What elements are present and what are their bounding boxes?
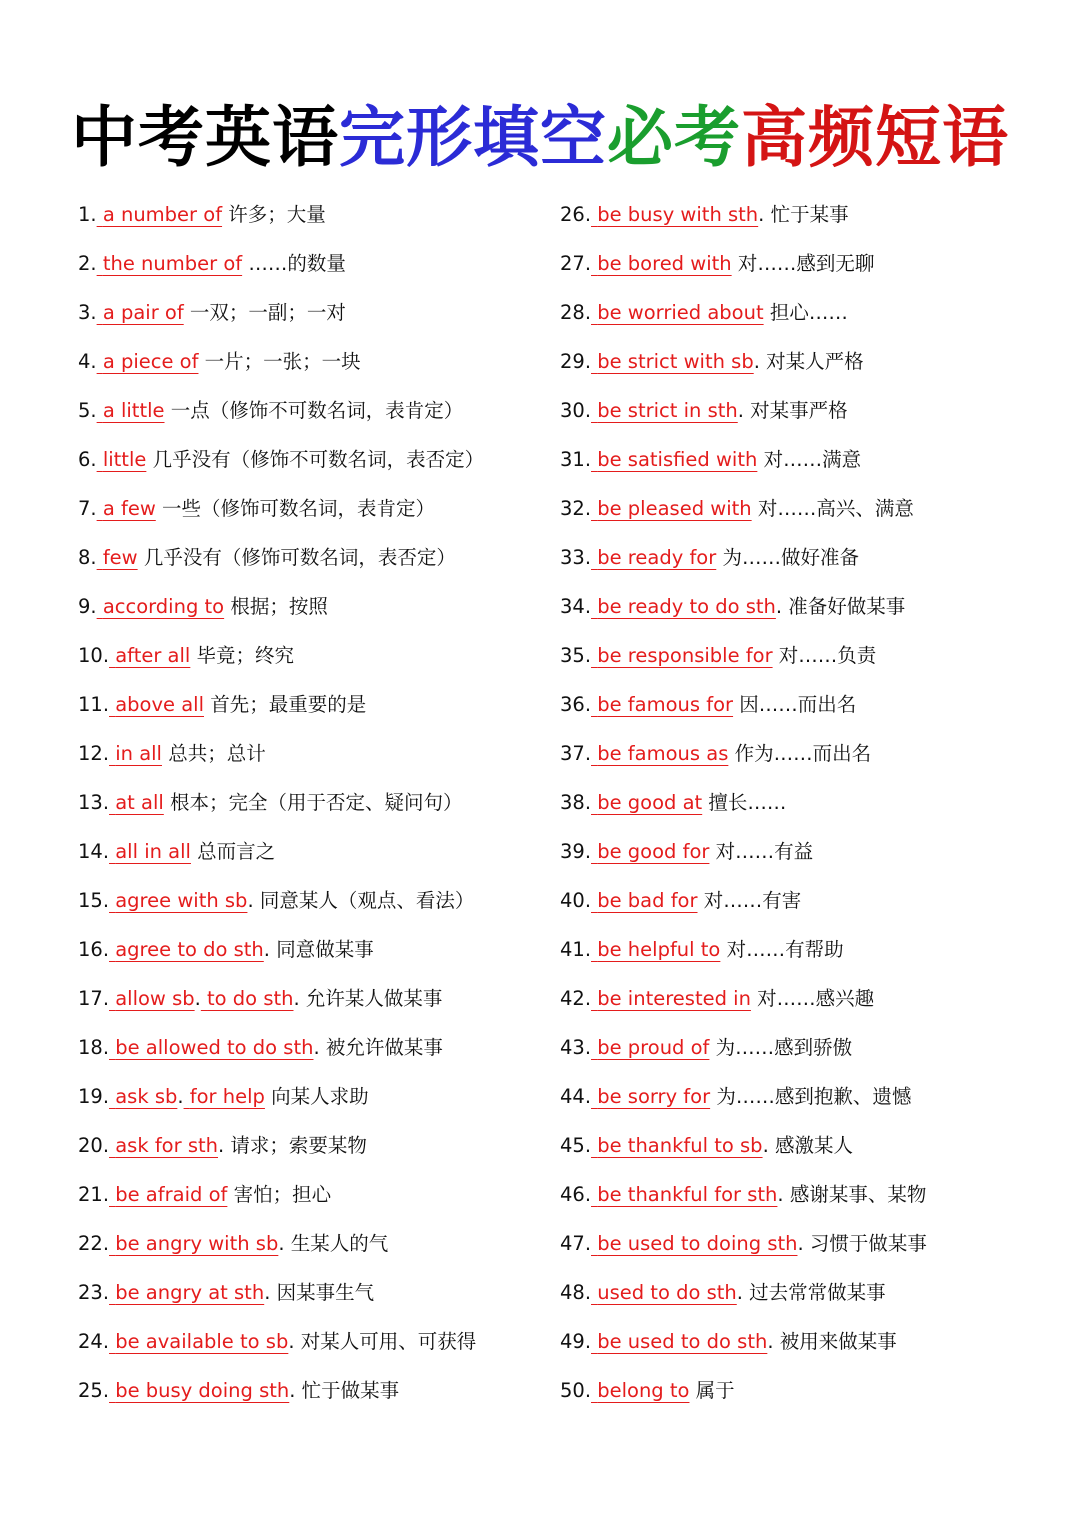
english-phrase: be bored with — [597, 252, 732, 275]
phrase-entry — [78, 533, 548, 582]
phrase-entry — [78, 876, 548, 925]
english-phrase: be sorry for — [597, 1085, 711, 1108]
phrase-punctuation: . — [775, 595, 783, 618]
phrase-punctuation: . — [767, 1330, 774, 1353]
english-phrase: be busy doing sth — [115, 1379, 290, 1402]
phrase-entry — [560, 1170, 1060, 1219]
phrase-punctuation: . — [289, 1379, 296, 1402]
chinese-meaning: 害怕；担心 — [233, 1183, 332, 1206]
chinese-meaning: 对某人严格 — [766, 350, 864, 373]
chinese-meaning: 对……负责 — [778, 644, 877, 667]
english-phrase: according to — [102, 595, 225, 618]
chinese-meaning: 对某人可用、可获得 — [300, 1330, 477, 1353]
english-phrase: few — [102, 546, 138, 569]
phrase-entry — [560, 337, 1060, 386]
phrase-punctuation: . — [736, 1281, 743, 1304]
entry-number: 20. — [78, 1134, 110, 1157]
phrase-punctuation: . — [737, 399, 744, 422]
entry-number: 13. — [78, 791, 110, 814]
chinese-meaning: 一双；一副；一对 — [189, 301, 346, 324]
phrase-punctuation: . — [758, 203, 765, 226]
phrase-entry — [78, 925, 548, 974]
phrase-entry — [560, 729, 1060, 778]
english-phrase: be good at — [597, 791, 703, 814]
phrase-punctuation: . — [797, 1232, 804, 1255]
phrase-punctuation: . — [247, 889, 254, 912]
entry-number: 47. — [560, 1232, 592, 1255]
chinese-meaning: 对……感到无聊 — [737, 252, 875, 275]
phrase-entry — [560, 876, 1060, 925]
phrase-entry — [78, 386, 548, 435]
chinese-meaning: 被允许做某事 — [325, 1036, 443, 1059]
chinese-meaning: 生某人的气 — [290, 1232, 389, 1255]
entry-number: 15. — [78, 889, 110, 912]
english-phrase: little — [102, 448, 147, 471]
chinese-meaning: 忙于某事 — [770, 203, 849, 226]
entry-number: 3. — [78, 301, 97, 324]
phrase-entry — [78, 1366, 548, 1415]
phrase-entry — [560, 1366, 1060, 1415]
phrase-entry — [78, 1072, 548, 1121]
phrase-entry — [78, 337, 548, 386]
phrase-punctuation: . — [313, 1036, 320, 1059]
chinese-meaning: 担心…… — [769, 301, 848, 324]
chinese-meaning: 允许某人做某事 — [305, 987, 443, 1010]
english-phrase: a little — [102, 399, 165, 422]
english-phrase: be used to do sth — [597, 1330, 768, 1353]
chinese-meaning: 对……满意 — [763, 448, 862, 471]
english-phrase: ask sb — [115, 1085, 178, 1108]
english-phrase: be angry at sth — [115, 1281, 265, 1304]
chinese-meaning: 向某人求助 — [271, 1085, 369, 1108]
entry-number: 28. — [560, 301, 592, 324]
chinese-meaning: 根本；完全（用于否定、疑问句） — [170, 791, 463, 814]
phrase-entry — [78, 1268, 548, 1317]
chinese-meaning: 对……有害 — [703, 889, 802, 912]
english-phrase: all in all — [115, 840, 191, 863]
phrase-entry — [560, 288, 1060, 337]
entry-number: 46. — [560, 1183, 592, 1206]
entry-number: 17. — [78, 987, 110, 1010]
english-phrase: to do sth — [207, 987, 294, 1010]
title-part-1: 中考英语 — [71, 99, 339, 176]
chinese-meaning: 属于 — [695, 1379, 735, 1402]
english-phrase: be ready for — [597, 546, 717, 569]
entry-number: 12. — [78, 742, 110, 765]
phrase-punctuation: . — [177, 1085, 184, 1108]
phrase-entry — [78, 1170, 548, 1219]
phrase-entry — [78, 631, 548, 680]
phrase-entry — [78, 1121, 548, 1170]
english-phrase: used to do sth — [597, 1281, 737, 1304]
entry-number: 35. — [560, 644, 592, 667]
chinese-meaning: 准备好做某事 — [788, 595, 906, 618]
chinese-meaning: 忙于做某事 — [301, 1379, 400, 1402]
entry-number: 49. — [560, 1330, 592, 1353]
phrase-punctuation: . — [278, 1232, 285, 1255]
phrase-punctuation: . — [194, 987, 201, 1010]
chinese-meaning: 习惯于做某事 — [809, 1232, 927, 1255]
phrase-entry — [78, 190, 548, 239]
english-phrase: agree with sb — [115, 889, 248, 912]
entry-number: 16. — [78, 938, 110, 961]
phrase-punctuation: . — [753, 350, 760, 373]
english-phrase: after all — [115, 644, 191, 667]
entry-number: 11. — [78, 693, 110, 716]
entry-number: 8. — [78, 546, 97, 569]
entry-number: 10. — [78, 644, 110, 667]
entry-number: 43. — [560, 1036, 592, 1059]
phrase-entry — [560, 1072, 1060, 1121]
chinese-meaning: 几乎没有（修饰不可数名词，表否定） — [152, 448, 485, 471]
phrase-punctuation: . — [288, 1330, 295, 1353]
phrase-entry — [78, 435, 548, 484]
entry-number: 18. — [78, 1036, 110, 1059]
phrase-entry — [560, 1121, 1060, 1170]
phrase-entry — [78, 239, 548, 288]
chinese-meaning: 过去常常做某事 — [749, 1281, 886, 1304]
entry-number: 4. — [78, 350, 97, 373]
chinese-meaning: 同意做某事 — [276, 938, 374, 961]
english-phrase: be worried about — [597, 301, 764, 324]
entry-number: 7. — [78, 497, 97, 520]
phrase-entry — [560, 827, 1060, 876]
english-phrase: be satisfied with — [597, 448, 758, 471]
phrase-entry — [78, 582, 548, 631]
chinese-meaning: 为……感到骄傲 — [715, 1036, 853, 1059]
entry-number: 41. — [560, 938, 592, 961]
phrase-entry — [560, 190, 1060, 239]
english-phrase: ask for sth — [115, 1134, 218, 1157]
english-phrase: be pleased with — [597, 497, 752, 520]
english-phrase: allow sb — [115, 987, 195, 1010]
phrase-entry — [560, 1268, 1060, 1317]
chinese-meaning: 首先；最重要的是 — [210, 693, 367, 716]
phrase-entry — [560, 582, 1060, 631]
entry-number: 40. — [560, 889, 592, 912]
entry-number: 26. — [560, 203, 592, 226]
english-phrase: be strict in sth — [597, 399, 738, 422]
entry-number: 38. — [560, 791, 592, 814]
english-phrase: be famous as — [597, 742, 729, 765]
phrase-punctuation: . — [762, 1134, 769, 1157]
english-phrase: be interested in — [597, 987, 751, 1010]
english-phrase: be angry with sb — [115, 1232, 279, 1255]
chinese-meaning: 对……有帮助 — [726, 938, 844, 961]
chinese-meaning: 擅长…… — [708, 791, 787, 814]
phrase-punctuation: . — [263, 938, 270, 961]
english-phrase: be famous for — [597, 693, 734, 716]
entry-number: 27. — [560, 252, 592, 275]
chinese-meaning: 毕竟；终究 — [196, 644, 295, 667]
english-phrase: be strict with sb — [597, 350, 754, 373]
phrase-punctuation: . — [264, 1281, 271, 1304]
english-phrase: agree to do sth — [115, 938, 264, 961]
entry-number: 37. — [560, 742, 592, 765]
chinese-meaning: 被用来做某事 — [779, 1330, 897, 1353]
english-phrase: be available to sb — [115, 1330, 289, 1353]
phrase-entry — [560, 239, 1060, 288]
chinese-meaning: 作为……而出名 — [734, 742, 872, 765]
entry-number: 30. — [560, 399, 592, 422]
entry-number: 36. — [560, 693, 592, 716]
english-phrase: be good for — [597, 840, 710, 863]
phrase-column-left — [78, 190, 548, 1415]
entry-number: 31. — [560, 448, 592, 471]
chinese-meaning: ……的数量 — [248, 252, 346, 275]
chinese-meaning: 对某事严格 — [750, 399, 848, 422]
english-phrase: belong to — [597, 1379, 690, 1402]
chinese-meaning: 一片；一张；一块 — [204, 350, 361, 373]
phrase-punctuation: . — [218, 1134, 225, 1157]
phrase-entry — [560, 925, 1060, 974]
english-phrase: be responsible for — [597, 644, 773, 667]
chinese-meaning: 请求；索要某物 — [230, 1134, 367, 1157]
english-phrase: at all — [115, 791, 164, 814]
phrase-entry — [560, 1023, 1060, 1072]
chinese-meaning: 几乎没有（修饰可数名词，表否定） — [143, 546, 456, 569]
english-phrase: be thankful to sb — [597, 1134, 763, 1157]
entry-number: 44. — [560, 1085, 592, 1108]
phrase-entry — [78, 778, 548, 827]
phrase-entry — [560, 1219, 1060, 1268]
english-phrase: above all — [115, 693, 204, 716]
entry-number: 39. — [560, 840, 592, 863]
phrase-entry — [78, 1219, 548, 1268]
english-phrase: be helpful to — [597, 938, 721, 961]
chinese-meaning: 因……而出名 — [739, 693, 857, 716]
phrase-entry — [560, 435, 1060, 484]
chinese-meaning: 一点（修饰不可数名词，表肯定） — [170, 399, 464, 422]
phrase-entry — [78, 288, 548, 337]
phrase-entry — [560, 631, 1060, 680]
phrase-entry — [78, 1317, 548, 1366]
chinese-meaning: 总而言之 — [197, 840, 276, 863]
english-phrase: a pair of — [102, 301, 184, 324]
english-phrase: a number of — [102, 203, 223, 226]
entry-number: 50. — [560, 1379, 592, 1402]
phrase-punctuation: . — [293, 987, 300, 1010]
chinese-meaning: 对……感兴趣 — [757, 987, 875, 1010]
chinese-meaning: 感激某人 — [774, 1134, 853, 1157]
chinese-meaning: 许多；大量 — [228, 203, 326, 226]
chinese-meaning: 为……感到抱歉、遗憾 — [716, 1085, 912, 1108]
phrase-entry — [78, 974, 548, 1023]
title-part-4: 高频短语 — [741, 99, 1009, 176]
entry-number: 34. — [560, 595, 592, 618]
entry-number: 6. — [78, 448, 97, 471]
english-phrase: be bad for — [597, 889, 698, 912]
phrase-entry — [560, 484, 1060, 533]
chinese-meaning: 同意某人（观点、看法） — [259, 889, 475, 912]
chinese-meaning: 对……高兴、满意 — [757, 497, 914, 520]
entry-number: 21. — [78, 1183, 110, 1206]
entry-number: 9. — [78, 595, 97, 618]
english-phrase: be allowed to do sth — [115, 1036, 314, 1059]
page-title — [0, 88, 1080, 188]
chinese-meaning: 因某事生气 — [276, 1281, 375, 1304]
english-phrase: be afraid of — [115, 1183, 228, 1206]
entry-number: 42. — [560, 987, 592, 1010]
phrase-punctuation: . — [777, 1183, 784, 1206]
entry-number: 25. — [78, 1379, 110, 1402]
english-phrase: the number of — [102, 252, 243, 275]
phrase-column-right — [560, 190, 1060, 1415]
chinese-meaning: 根据；按照 — [230, 595, 328, 618]
chinese-meaning: 对……有益 — [715, 840, 814, 863]
english-phrase: a few — [102, 497, 156, 520]
entry-number: 19. — [78, 1085, 110, 1108]
entry-number: 14. — [78, 840, 110, 863]
english-phrase: be ready to do sth — [597, 595, 776, 618]
english-phrase: a piece of — [102, 350, 199, 373]
english-phrase: be busy with sth — [597, 203, 759, 226]
english-phrase: for help — [189, 1085, 265, 1108]
entry-number: 22. — [78, 1232, 110, 1255]
entry-number: 24. — [78, 1330, 110, 1353]
phrase-entry — [560, 1317, 1060, 1366]
chinese-meaning: 为……做好准备 — [722, 546, 859, 569]
phrase-entry — [560, 778, 1060, 827]
chinese-meaning: 感谢某事、某物 — [789, 1183, 927, 1206]
entry-number: 29. — [560, 350, 592, 373]
entry-number: 23. — [78, 1281, 110, 1304]
chinese-meaning: 总共；总计 — [168, 742, 266, 765]
phrase-entry — [78, 827, 548, 876]
english-phrase: be thankful for sth — [597, 1183, 778, 1206]
chinese-meaning: 一些（修饰可数名词，表肯定） — [161, 497, 435, 520]
english-phrase: in all — [115, 742, 162, 765]
phrase-entry — [560, 680, 1060, 729]
english-phrase: be proud of — [597, 1036, 710, 1059]
entry-number: 5. — [78, 399, 97, 422]
entry-number: 2. — [78, 252, 97, 275]
entry-number: 1. — [78, 203, 97, 226]
phrase-entry — [78, 729, 548, 778]
entry-number: 48. — [560, 1281, 592, 1304]
english-phrase: be used to doing sth — [597, 1232, 798, 1255]
phrase-entry — [78, 680, 548, 729]
phrase-entry — [560, 974, 1060, 1023]
title-part-3: 必考 — [607, 99, 741, 176]
title-part-2: 完形填空 — [339, 99, 607, 176]
entry-number: 32. — [560, 497, 592, 520]
phrase-entry — [560, 533, 1060, 582]
phrase-entry — [560, 386, 1060, 435]
phrase-entry — [78, 1023, 548, 1072]
entry-number: 33. — [560, 546, 592, 569]
phrase-entry — [78, 484, 548, 533]
entry-number: 45. — [560, 1134, 592, 1157]
